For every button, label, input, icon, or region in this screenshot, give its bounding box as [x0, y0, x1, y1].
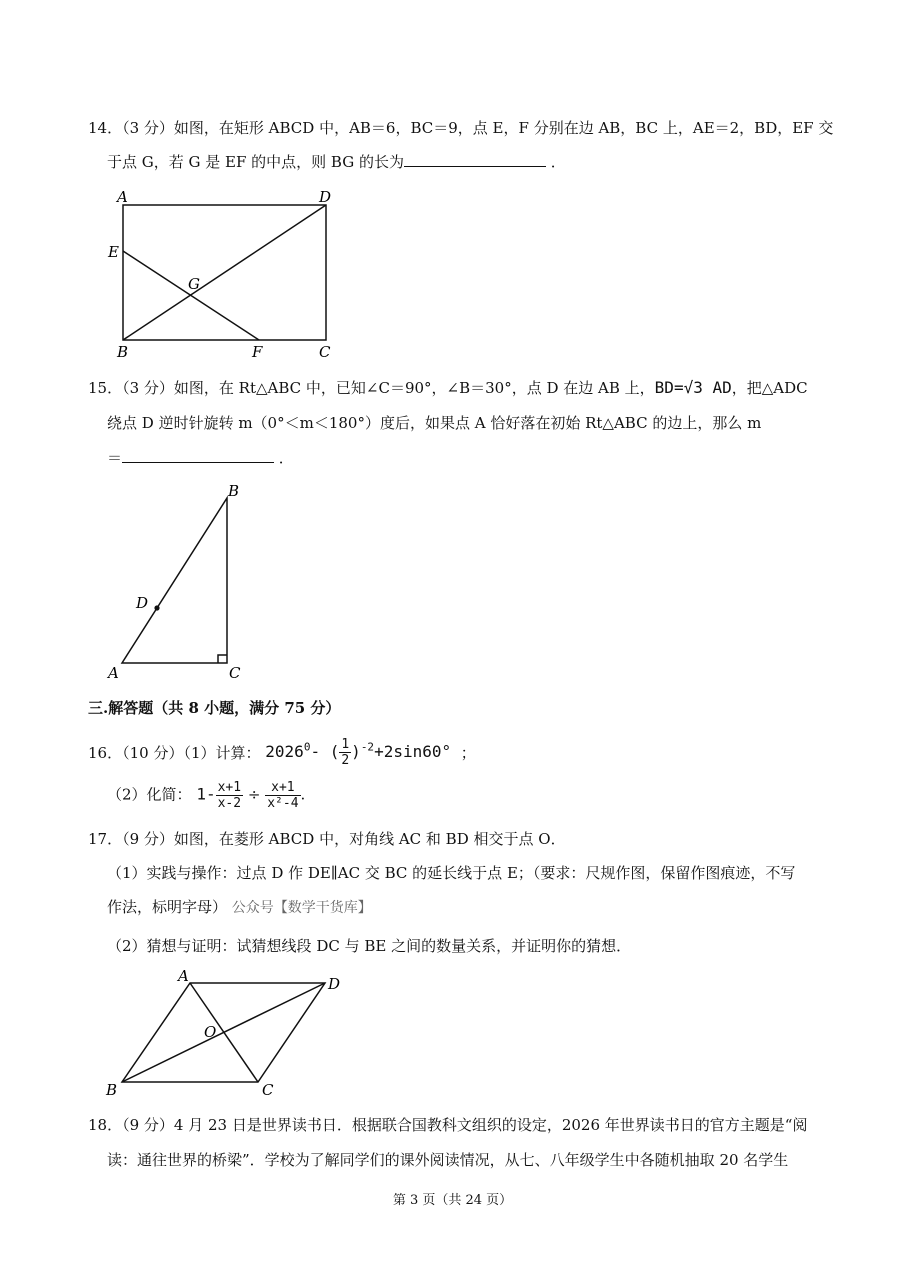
q15-line1b: ，把△ADC	[731, 379, 808, 397]
label-c: C	[319, 343, 331, 361]
q17-line4: （2）猜想与证明：试猜想线段 DC 与 BE 之间的数量关系，并证明你的猜想．	[107, 937, 632, 955]
label-g: G	[188, 275, 200, 293]
q14-rectangle-figure	[100, 185, 350, 365]
label-b: B	[117, 343, 129, 361]
frac-num: x+1	[217, 780, 242, 795]
q16-line1-text: 16．（10 分）（1）计算：	[88, 744, 261, 762]
fraction-a	[216, 780, 243, 811]
q15-line3	[107, 448, 294, 468]
label-e: E	[108, 243, 119, 261]
q15-line1a: 15．（3 分）如图，在 Rt△ABC 中，已知∠C＝90°，∠B＝30°，点 D 在边 AB 上，	[88, 379, 655, 397]
q15-line3-text: ＝	[107, 449, 123, 467]
label-f: F	[252, 343, 263, 361]
frac-num: 1	[341, 737, 350, 752]
q17-rhombus-figure	[100, 965, 360, 1100]
label-b: B	[228, 482, 240, 500]
label-a: A	[117, 188, 128, 206]
q14-line2-text: 于点 G，若 G 是 EF 的中点，则 BG 的长为	[107, 153, 404, 171]
fraction-half	[339, 737, 351, 768]
point-d	[154, 605, 159, 610]
label-d: D	[319, 188, 332, 206]
diagonal-bd	[122, 983, 325, 1082]
expr-exp-neg2: -2	[360, 740, 375, 754]
q16-semicolon: ；	[460, 744, 476, 762]
q14-line1: 14．（3 分）如图，在矩形 ABCD 中，AB＝6，BC＝9，点 E，F 分别在边 AB，BC 上，AE＝2，BD，EF 交	[88, 119, 834, 137]
label-b: B	[106, 1081, 118, 1099]
q15-line2: 绕点 D 逆时针旋转 m（0°＜m＜180°）度后，如果点 A 恰好落在初始 Rt△ABC 的边上，那么 m	[107, 414, 762, 432]
q16-line1	[88, 738, 476, 769]
expr-paren: )	[351, 742, 361, 761]
watermark: 公众号【数学干货库】	[231, 900, 372, 916]
label-a: A	[108, 664, 119, 682]
page-footer: 第 3 页（共 24 页）	[392, 1193, 513, 1208]
section-title: 三.解答题（共 8 小题，满分 75 分）	[88, 699, 341, 717]
q14-end: ．	[550, 153, 566, 171]
frac-den: 2	[341, 753, 350, 768]
label-d: D	[328, 975, 341, 993]
divide-sign: ÷	[247, 785, 261, 804]
right-angle-mark	[218, 655, 227, 663]
q18-line2: 读：通往世界的桥梁”．学校为了解同学们的课外阅读情况，从七、八年级学生中各随机抽取 20 名学生	[107, 1151, 789, 1169]
frac-den: x-2	[217, 796, 242, 811]
answer-blank[interactable]	[404, 152, 546, 167]
q16-expr2: 1-	[196, 784, 216, 804]
q15-formula: BD=√3 AD	[654, 378, 732, 397]
label-o: O	[204, 1023, 217, 1041]
frac-den: x²-4	[267, 796, 299, 811]
q15-end: ．	[278, 449, 294, 467]
q17-line3-text: 作法，标明字母）	[107, 898, 228, 916]
expr-exp0: 0	[303, 740, 311, 754]
segment-bd	[123, 205, 326, 340]
q14-line2	[107, 152, 566, 172]
q15-line1	[88, 378, 808, 398]
q17-line2: （1）实践与操作：过点 D 作 DE∥AC 交 BC 的延长线于点 E；（要求：尺规作图，保留作图痕迹，不写	[107, 864, 796, 882]
q16-line2	[107, 780, 305, 811]
q17-line1: 17．（9 分）如图，在菱形 ABCD 中，对角线 AC 和 BD 相交于点 O．	[88, 830, 566, 848]
expr-minus: - (	[310, 742, 340, 761]
q15-triangle-figure	[100, 480, 260, 685]
expr-2026: 2026	[265, 742, 304, 761]
q16-line2-text: （2）化简：	[107, 785, 192, 804]
label-d: D	[136, 594, 149, 612]
triangle-abc	[122, 498, 227, 663]
q18-line1: 18．（9 分）4 月 23 日是世界读书日．根据联合国教科文组织的设定，2026 年世界读书日的官方主题是“阅	[88, 1116, 808, 1134]
answer-blank[interactable]	[122, 448, 274, 463]
q17-line3	[107, 897, 372, 918]
label-a: A	[178, 967, 189, 985]
fraction-b	[265, 780, 300, 811]
q16-dot: .	[300, 785, 306, 804]
label-c: C	[262, 1081, 274, 1099]
expr-sin: +2sin60°	[374, 742, 452, 761]
q16-expr1	[265, 737, 460, 768]
frac-num: x+1	[265, 780, 300, 796]
label-c: C	[229, 664, 241, 682]
